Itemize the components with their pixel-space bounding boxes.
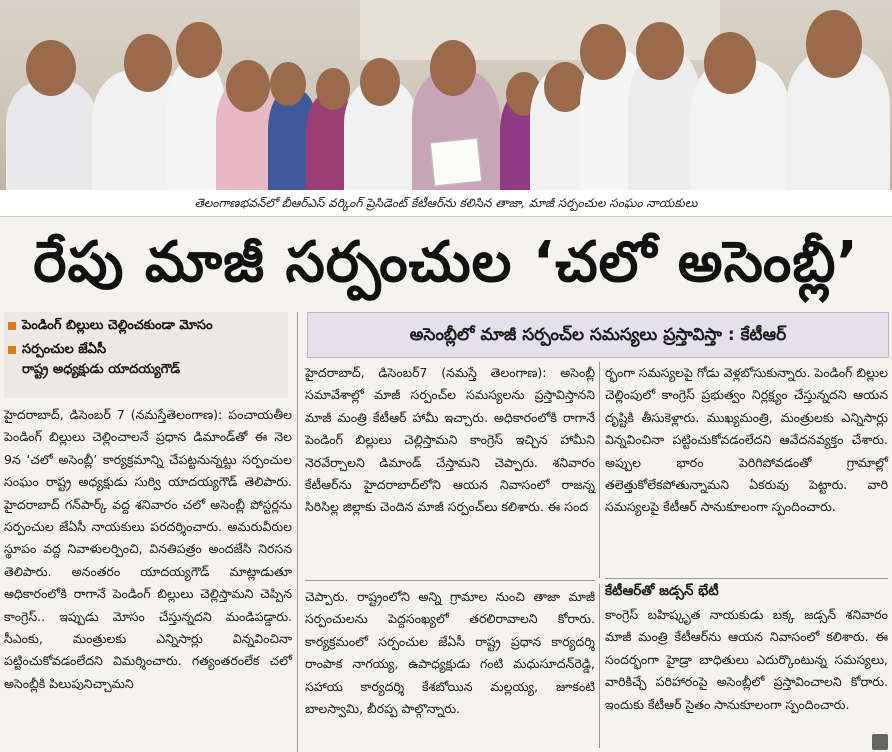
bullet-square-icon [8,322,16,330]
person-head [430,40,476,96]
photo-caption: తెలంగాణభవన్‌లో బీఆర్ఎస్ వర్కింగ్ ప్రెసిడెంట్ కేటీఆర్‌ను కలిసిన తాజా, మాజీ సర్పంచుల సంఘం నాయకులు [0,190,892,217]
sub-article-column-2 [605,362,888,519]
news-photo [0,0,892,190]
highlights-box [4,312,288,398]
column-divider [297,312,298,752]
person-head [360,58,400,106]
person-head [124,34,172,92]
column-divider [599,584,600,748]
highlight-text: పెండింగ్ బిల్లులు చెల్లించకుండా మోసం [22,318,213,333]
person-head [226,60,270,112]
person-head [704,32,756,94]
memorandum-paper [430,138,482,187]
article-continued-column [305,586,595,720]
column-divider [599,362,600,578]
bullet-square-icon [8,346,16,354]
person-figure [6,80,98,190]
highlight-text: సర్పంచుల జేఏసీ [22,342,107,357]
person-head [316,68,350,110]
brief-column [605,604,888,716]
person-head [580,24,626,80]
sub-article-headline: అసెంబ్లీలో మాజీ సర్పంచ్‌ల సమస్యలు ప్రస్తావిస్తా : కేటీఆర్ [307,312,889,358]
corner-marker-icon [872,734,888,750]
person-head [636,22,684,80]
section-divider [305,580,595,581]
article-left-column [4,404,292,695]
article-body-continued: చెప్పారు. రాష్ట్రంలోని అన్ని గ్రామాల నుంచి తాజా మాజీ సర్పంచులను పెద్దసంఖ్యలో తరలిరావాలని కోరారు. కార్యక్రమంలో సర్పంచుల జేఏసీ రాష్ట్ర ప్రధాన కార్యదర్శి రాంపాక నాగయ్య, ఉపాధ్యక్షుడు గంటి మధుసూదన్‌రెడ్డి, సహాయ కార్యదర్శి కేశబోయిన మల్లయ్య, జూకంటి బాలస్వామి, బీరప్ప పాల్గొన్నారు. [305,589,595,717]
sub-article-body: ర్భంగా సమస్యలపై గోడు వెళ్లబోసుకున్నారు. పెండింగ్ బిల్లుల చెల్లింపులో కాంగ్రెస్ ప్రభుత్వం నిర్లక్ష్యం చేస్తున్నదని ఆయన దృష్టికి తీసుకెళ్లారు. ముఖ్యమంత్రి, మంత్రులకు ఎన్నిసార్లు విన్నవించినా పట్టించుకోవడంలేదని ఆవేదనవ్యక్తం చేశారు. అప్పుల భారం పెరిగిపోవడంతో గ్రామాల్లో తలెత్తుకోలేకపోతున్నామని ఏకరువు పెట్టారు. వారి సమస్యలపై కేటీఆర్ సానుకూలంగా స్పందించారు. [605,365,889,515]
highlight-item [4,340,288,360]
highlight-text-continued: రాష్ట్ర అధ్యక్షుడు యాదయ్యగౌడ్ [22,362,181,377]
person-head [806,10,862,78]
brief-body: కాంగ్రెస్ బహిష్కృత నాయకుడు బక్క జడ్సన్ శనివారం మాజీ మంత్రి కేటీఆర్‌ను ఆయన నివాసంలో కలిశారు. ఈ సందర్భంగా హైడ్రా బాధితులు ఎదుర్కొంటున్న సమస్యలు, వారికిచ్చే పరిహారంపై అసెంబ్లీలో ప్రస్తావించాలని కోరారు. ఇందుకు కేటీఆర్ సైతం సానుకూలంగా స్పందించారు. [605,607,888,712]
brief-headline: కేటీఆర్‌తో జడ్సన్ భేటీ [605,583,719,599]
person-head [270,62,306,106]
sub-article-column-1 [305,362,595,519]
headline: రేపు మాజీ సర్పంచుల ‘చలో అసెంబ్లీ’ [33,230,859,295]
section-divider [605,578,888,579]
person-head [176,22,222,78]
sub-article-body: హైదరాబాద్, డిసెంబర్7 (నమస్తే తెలంగాణ): అసెంబ్లీ సమావేశాల్లో మాజీ సర్పంచ్‌ల సమస్యలను ప్రస్తావిస్తానని మాజీ మంత్రి కేటీఆర్ హామీ ఇచ్చారు. అధికారంలోకి రాగానే పెండింగ్ బిల్లులు చెల్లిస్తామని కాంగ్రెస్ ఇచ్చిన హామీని నెరవేర్చాలని డిమాండ్ చేస్తామని చెప్పారు. శనివారం కేటీఆర్‌ను హైదరాబాద్‌లోని ఆయన నివాసంలో రాజన్న సిరిసిల్ల జిల్లాకు చెందిన మాజీ సర్పంచ్‌లు కలిశారు. ఈ సంద [305,365,595,515]
person-head [26,40,76,96]
highlight-item [4,316,288,336]
article-body: హైదరాబాద్, డిసెంబర్ 7 (నమస్తేతెలంగాణ): పంచాయతీల పెండింగ్ బిల్లులు చెల్లించాలనే ప్రధాన డిమాండ్‌తో ఈ నెల 9న ‘చలో అసెంబ్లీ’ కార్యక్రమాన్ని చేపట్టనున్నట్టు సర్పంచుల సంఘం రాష్ట్ర అధ్యక్షుడు సుర్వి యాదయ్యగౌడ్ తెలిపారు. హైదరాబాద్ గన్‌పార్క్ వద్ద శనివారం చలో అసెంబ్లీ పోస్టర్లను సర్పంచుల జేఏసీ నాయకులు పరదర్శించారు. అమరువీరుల స్థూపం వద్ద నివాళులర్పించి, వినతిపత్రం అందజేసి నిరసన తెలిపారు. అనంతరం యాదయ్యగౌడ్ మాట్లాడుతూ అధికారంలోకి రాగానే పెండింగ్ బిల్లులు చెల్లిస్తామని చెప్పిన కాంగ్రెస్.. ఇప్పుడు మోసం చేస్తున్నదని మండిపడ్డారు. సీఎంకు, మంత్రులకు ఎన్నిసార్లు విన్నవించినా పట్టించుకోవడంలేదని విమర్శించారు. గత్యంతరంలేక చలో అసెంబ్లీకి పిలుపునిచ్చామని [4,407,292,691]
